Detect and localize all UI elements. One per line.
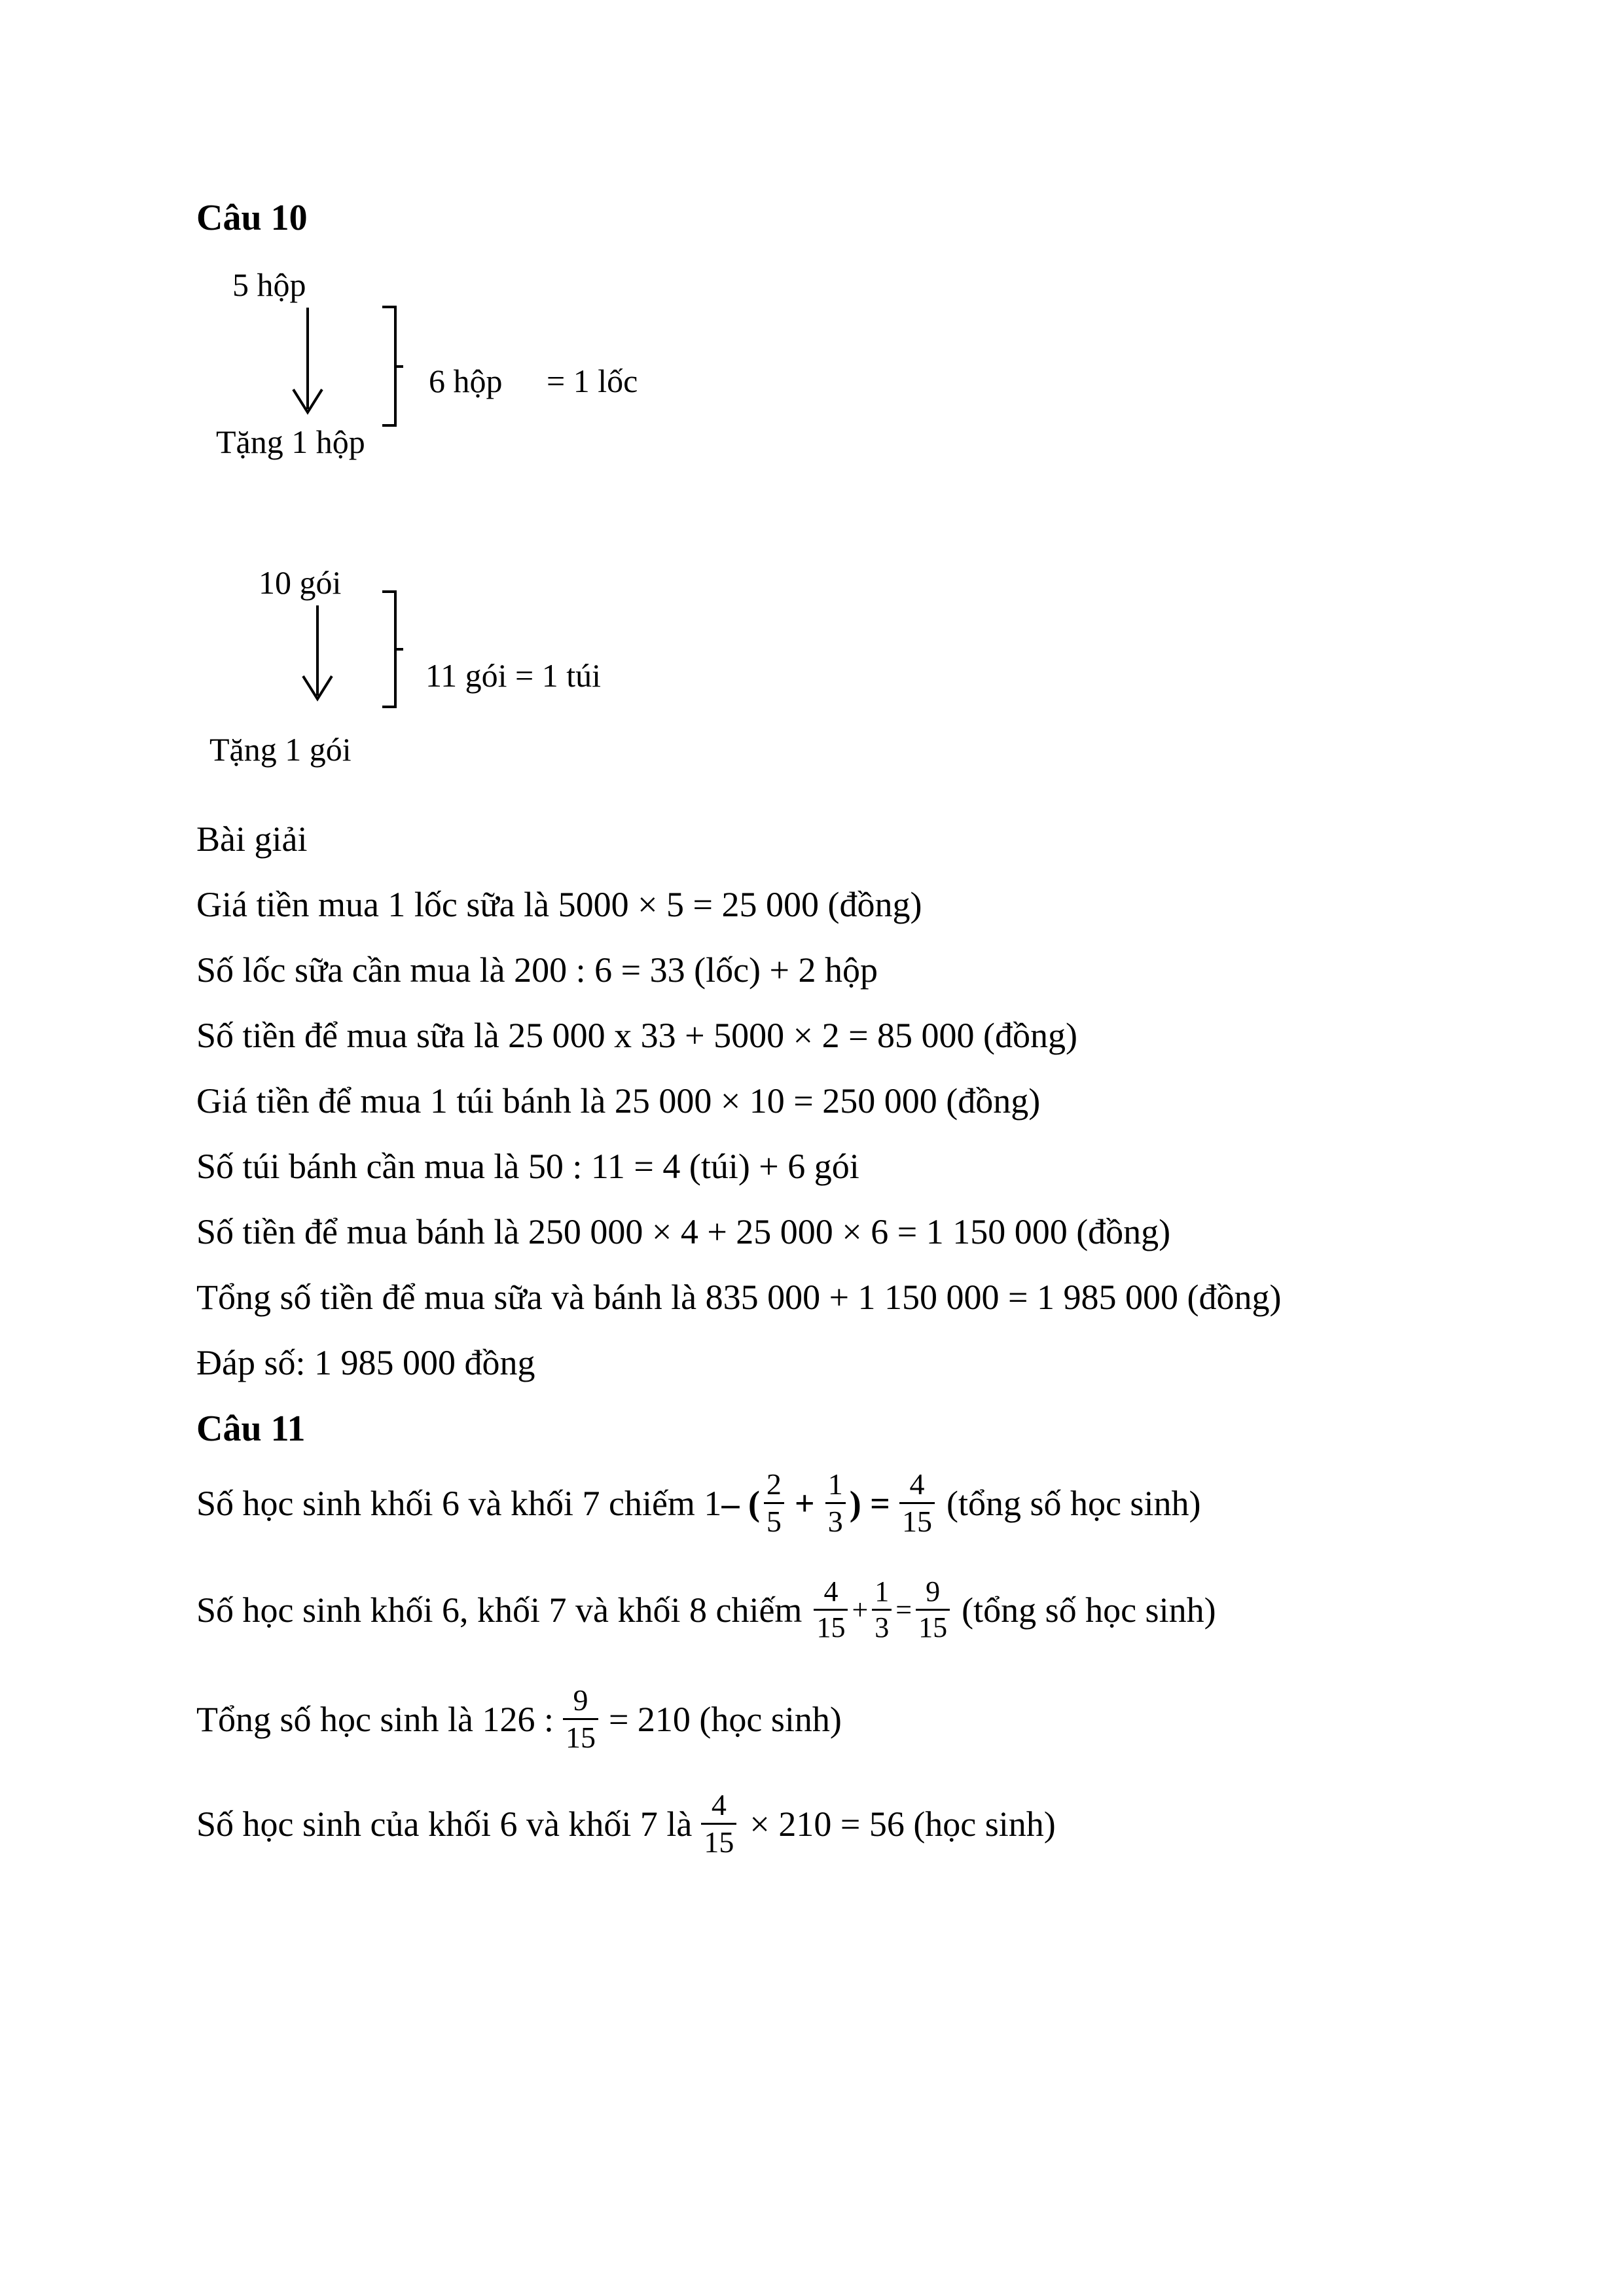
fig1-top-label: 5 hộp <box>232 266 306 303</box>
denominator: 15 <box>563 1718 598 1753</box>
q11-line1-minus: – ( <box>721 1483 760 1523</box>
numerator: 4 <box>909 1467 925 1501</box>
q11-line-4 <box>196 1790 1056 1857</box>
fraction <box>814 1577 848 1642</box>
answer-line: Đáp số: 1 985 000 đồng <box>196 1343 535 1382</box>
fig1-eq-label: = 1 lốc <box>547 363 638 399</box>
equals-sign: = <box>895 1593 912 1626</box>
numerator: 9 <box>573 1683 588 1717</box>
right-brace-icon <box>380 304 406 429</box>
down-arrow-icon <box>298 605 337 704</box>
fraction <box>701 1790 736 1857</box>
q11-line-2 <box>196 1577 1216 1642</box>
fraction <box>825 1469 846 1537</box>
denominator: 3 <box>825 1502 846 1537</box>
down-arrow-icon <box>288 308 327 419</box>
close-paren-equals: ) = <box>849 1483 890 1523</box>
denominator: 15 <box>916 1609 950 1642</box>
q11-line4-suffix: × 210 = 56 (học sinh) <box>749 1804 1056 1844</box>
denominator: 15 <box>814 1609 848 1642</box>
fig2-top-label: 10 gói <box>259 564 342 601</box>
solution-line: Số tiền để mua bánh là 250 000 × 4 + 25 000 × 6 = 1 150 000 (đồng) <box>196 1212 1171 1251</box>
numerator: 9 <box>926 1575 941 1607</box>
fig1-right-label: 6 hộp <box>429 363 503 399</box>
q11-line1-suffix: (tổng số học sinh) <box>946 1483 1201 1523</box>
q11-heading: Câu 11 <box>196 1408 306 1449</box>
fig1-bottom-label: Tặng 1 hộp <box>216 423 365 460</box>
numerator: 1 <box>827 1467 843 1501</box>
fig2-bottom-label: Tặng 1 gói <box>209 731 352 768</box>
fraction <box>563 1685 598 1753</box>
solution-line: Số túi bánh cần mua là 50 : 11 = 4 (túi) + 6 gói <box>196 1147 859 1186</box>
fig2-right-label: 11 gói = 1 túi <box>425 657 602 694</box>
q11-line2-suffix: (tổng số học sinh) <box>962 1590 1216 1630</box>
fraction <box>872 1577 892 1642</box>
solution-line: Số lốc sữa cần mua là 200 : 6 = 33 (lốc) + 2 hộp <box>196 950 878 990</box>
q11-line4-text: Số học sinh của khối 6 và khối 7 là <box>196 1804 693 1844</box>
fraction <box>764 1469 784 1537</box>
numerator: 2 <box>766 1467 782 1501</box>
denominator: 15 <box>899 1502 935 1537</box>
plus-sign: + <box>794 1483 815 1523</box>
solution-line: Giá tiền để mua 1 túi bánh là 25 000 × 10 = 250 000 (đồng) <box>196 1081 1041 1121</box>
solution-line: Giá tiền mua 1 lốc sữa là 5000 × 5 = 25 000 (đồng) <box>196 885 922 924</box>
denominator: 5 <box>764 1502 784 1537</box>
numerator: 1 <box>875 1575 890 1607</box>
denominator: 3 <box>872 1609 892 1642</box>
q11-line-3 <box>196 1685 842 1753</box>
denominator: 15 <box>701 1823 736 1857</box>
q11-line3-text: Tổng số học sinh là 126 : <box>196 1699 554 1739</box>
q11-line-1 <box>196 1469 1200 1537</box>
numerator: 4 <box>823 1575 839 1607</box>
q11-line1-text: Số học sinh khối 6 và khối 7 chiếm 1 <box>196 1483 722 1523</box>
plus-sign: + <box>852 1593 869 1626</box>
q10-heading: Câu 10 <box>196 198 308 238</box>
q11-line2-text: Số học sinh khối 6, khối 7 và khối 8 chiếm <box>196 1590 803 1630</box>
solution-line: Số tiền để mua sữa là 25 000 x 33 + 5000 × 2 = 85 000 (đồng) <box>196 1016 1077 1055</box>
numerator: 4 <box>711 1788 727 1821</box>
q11-line3-suffix: = 210 (học sinh) <box>608 1699 842 1739</box>
solution-line: Tổng số tiền để mua sữa và bánh là 835 000 + 1 150 000 = 1 985 000 (đồng) <box>196 1278 1282 1317</box>
fraction <box>899 1469 935 1537</box>
fraction <box>916 1577 950 1642</box>
right-brace-icon <box>380 589 406 710</box>
solution-title: Bài giải <box>196 819 308 859</box>
